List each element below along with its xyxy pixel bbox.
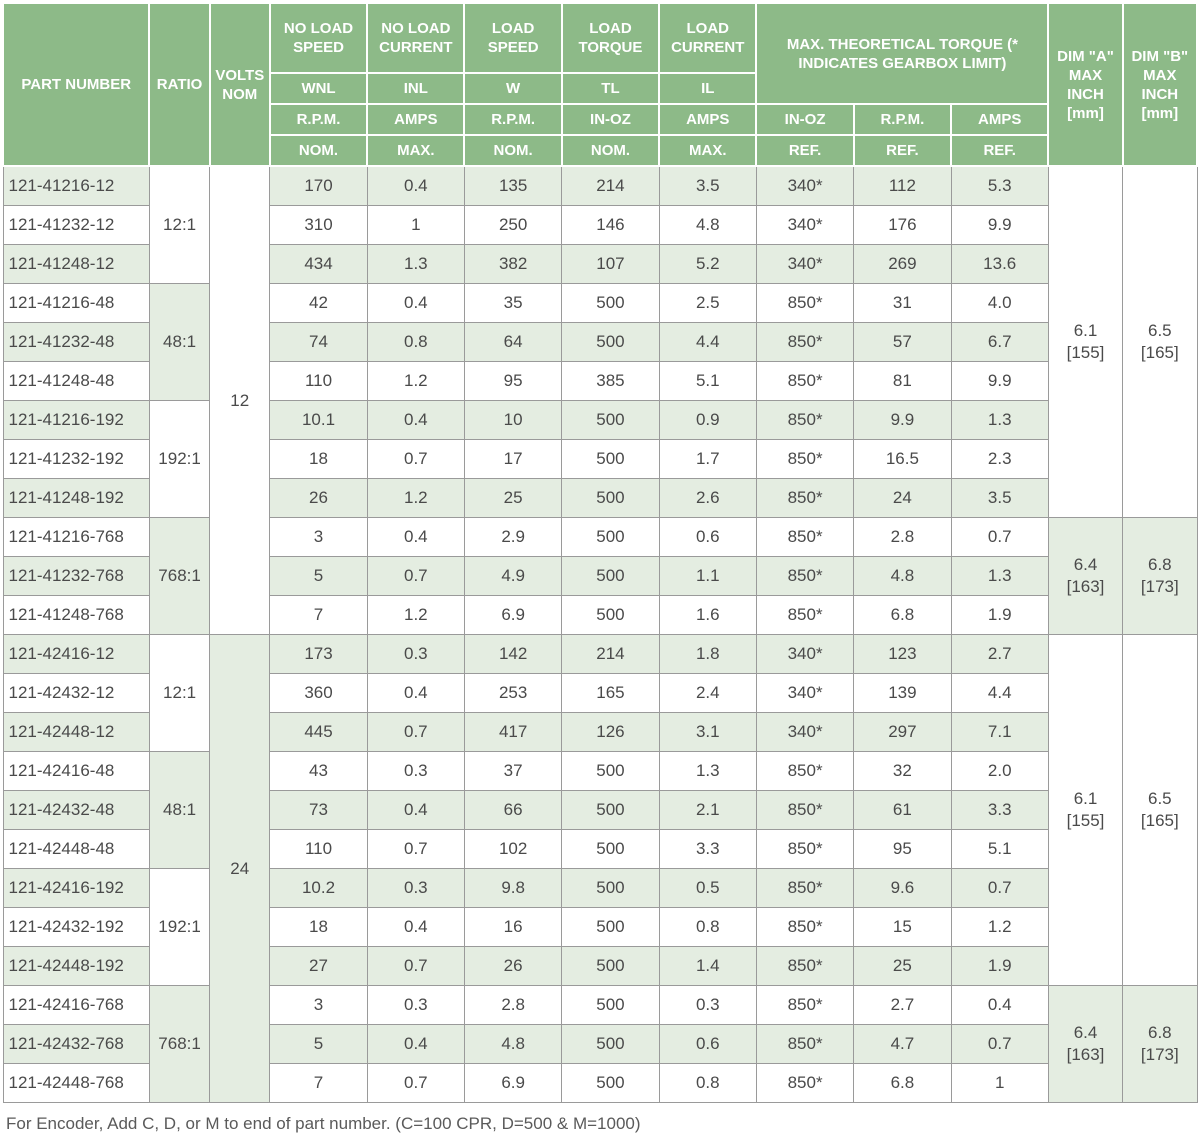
value-cell: 2.4 (659, 674, 756, 713)
value-cell: 500 (562, 986, 659, 1025)
value-cell: 500 (562, 908, 659, 947)
part-number-cell: 121-41216-48 (3, 284, 149, 323)
part-number-cell: 121-42432-48 (3, 791, 149, 830)
value-cell: 3.5 (951, 479, 1048, 518)
value-cell: 4.8 (659, 206, 756, 245)
part-number-cell: 121-42432-192 (3, 908, 149, 947)
dim-b-cell (1123, 518, 1197, 635)
value-cell: 3.3 (659, 830, 756, 869)
dim-b-cell (1123, 166, 1197, 518)
header-kind: REF. (756, 135, 853, 166)
value-cell: 1.2 (367, 362, 464, 401)
value-cell: 2.5 (659, 284, 756, 323)
part-number-cell: 121-41248-12 (3, 245, 149, 284)
header-unit: AMPS (951, 104, 1048, 135)
value-cell: 0.4 (367, 791, 464, 830)
value-cell: 5.3 (951, 166, 1048, 206)
value-cell: 31 (854, 284, 951, 323)
value-cell: 0.3 (367, 752, 464, 791)
value-cell: 0.8 (659, 1064, 756, 1103)
value-cell: 0.5 (659, 869, 756, 908)
value-cell: 142 (464, 635, 561, 674)
value-cell: 0.3 (659, 986, 756, 1025)
part-number-cell: 121-42448-768 (3, 1064, 149, 1103)
value-cell: 10.1 (270, 401, 367, 440)
dim-a-mm: [163] (1066, 1045, 1105, 1064)
value-cell: 0.7 (367, 557, 464, 596)
value-cell: 850* (756, 323, 853, 362)
value-cell: 850* (756, 830, 853, 869)
value-cell: 340* (756, 635, 853, 674)
dim-a-cell (1048, 518, 1122, 635)
value-cell: 5 (270, 1025, 367, 1064)
value-cell: 2.8 (464, 986, 561, 1025)
volts-cell: 24 (210, 635, 270, 1103)
value-cell: 43 (270, 752, 367, 791)
header-kind: REF. (854, 135, 951, 166)
value-cell: 250 (464, 206, 561, 245)
value-cell: 2.6 (659, 479, 756, 518)
value-cell: 16 (464, 908, 561, 947)
value-cell: 9.9 (854, 401, 951, 440)
value-cell: 1.7 (659, 440, 756, 479)
value-cell: 0.4 (367, 518, 464, 557)
value-cell: 269 (854, 245, 951, 284)
value-cell: 0.4 (367, 908, 464, 947)
part-number-cell: 121-42432-768 (3, 1025, 149, 1064)
header-unit: R.P.M. (854, 104, 951, 135)
value-cell: 297 (854, 713, 951, 752)
value-cell: 64 (464, 323, 561, 362)
value-cell: 0.7 (367, 440, 464, 479)
value-cell: 0.7 (951, 869, 1048, 908)
footnote: For Encoder, Add C, D, or M to end of part number. (C=100 CPR, D=500 & M=1000) (6, 1114, 641, 1133)
value-cell: 110 (270, 362, 367, 401)
value-cell: 850* (756, 440, 853, 479)
dim-b-mm: [165] (1140, 343, 1179, 362)
header-load-torque: LOAD TORQUE (562, 3, 659, 73)
value-cell: 500 (562, 518, 659, 557)
value-cell: 0.4 (951, 986, 1048, 1025)
value-cell: 340* (756, 245, 853, 284)
value-cell: 1.3 (951, 401, 1048, 440)
dim-a-inch: 6.1 (1073, 789, 1098, 808)
value-cell: 850* (756, 908, 853, 947)
value-cell: 850* (756, 596, 853, 635)
table-row (3, 635, 1197, 674)
header-unit: AMPS (659, 104, 756, 135)
value-cell: 25 (464, 479, 561, 518)
value-cell: 2.8 (854, 518, 951, 557)
value-cell: 0.9 (659, 401, 756, 440)
dim-a-cell (1048, 635, 1122, 986)
ratio-cell: 48:1 (149, 752, 209, 869)
value-cell: 850* (756, 947, 853, 986)
header-kind: MAX. (367, 135, 464, 166)
value-cell: 417 (464, 713, 561, 752)
value-cell: 850* (756, 479, 853, 518)
table-row (3, 986, 1197, 1025)
value-cell: 500 (562, 479, 659, 518)
value-cell: 9.9 (951, 362, 1048, 401)
header-kind: NOM. (270, 135, 367, 166)
value-cell: 2.7 (951, 635, 1048, 674)
value-cell: 165 (562, 674, 659, 713)
value-cell: 0.7 (367, 947, 464, 986)
ratio-cell: 48:1 (149, 284, 209, 401)
dim-a-cell (1048, 166, 1122, 518)
value-cell: 0.7 (951, 1025, 1048, 1064)
part-number-cell: 121-41248-48 (3, 362, 149, 401)
value-cell: 253 (464, 674, 561, 713)
spec-table-body (3, 166, 1197, 1103)
value-cell: 2.7 (854, 986, 951, 1025)
value-cell: 0.3 (367, 986, 464, 1025)
value-cell: 7 (270, 596, 367, 635)
value-cell: 35 (464, 284, 561, 323)
header-kind: NOM. (464, 135, 561, 166)
value-cell: 850* (756, 752, 853, 791)
value-cell: 4.0 (951, 284, 1048, 323)
value-cell: 340* (756, 674, 853, 713)
value-cell: 26 (270, 479, 367, 518)
value-cell: 1.4 (659, 947, 756, 986)
value-cell: 170 (270, 166, 367, 206)
value-cell: 385 (562, 362, 659, 401)
value-cell: 850* (756, 401, 853, 440)
value-cell: 214 (562, 635, 659, 674)
header-kind: MAX. (659, 135, 756, 166)
value-cell: 6.9 (464, 1064, 561, 1103)
value-cell: 0.4 (367, 284, 464, 323)
value-cell: 850* (756, 1064, 853, 1103)
motor-spec-table (2, 2, 1198, 1103)
value-cell: 42 (270, 284, 367, 323)
value-cell: 3 (270, 986, 367, 1025)
header-max-theoretical-torque: MAX. THEORETICAL TORQUE (* INDICATES GEARBOX LIMIT) (756, 3, 1048, 104)
value-cell: 1.3 (951, 557, 1048, 596)
header-kind: NOM. (562, 135, 659, 166)
part-number-cell: 121-42416-48 (3, 752, 149, 791)
value-cell: 850* (756, 1025, 853, 1064)
value-cell: 434 (270, 245, 367, 284)
dim-b-mm: [173] (1140, 577, 1179, 596)
value-cell: 310 (270, 206, 367, 245)
value-cell: 4.8 (854, 557, 951, 596)
value-cell: 4.4 (659, 323, 756, 362)
part-number-cell: 121-41232-768 (3, 557, 149, 596)
value-cell: 1.9 (951, 596, 1048, 635)
value-cell: 2.3 (951, 440, 1048, 479)
value-cell: 102 (464, 830, 561, 869)
value-cell: 0.3 (367, 635, 464, 674)
header-load-speed: LOAD SPEED (464, 3, 561, 73)
value-cell: 1.9 (951, 947, 1048, 986)
value-cell: 173 (270, 635, 367, 674)
value-cell: 176 (854, 206, 951, 245)
part-number-cell: 121-42416-768 (3, 986, 149, 1025)
value-cell: 9.6 (854, 869, 951, 908)
ratio-cell: 192:1 (149, 869, 209, 986)
value-cell: 445 (270, 713, 367, 752)
value-cell: 0.7 (367, 830, 464, 869)
header-kind: REF. (951, 135, 1048, 166)
value-cell: 1.1 (659, 557, 756, 596)
part-number-cell: 121-41216-768 (3, 518, 149, 557)
value-cell: 61 (854, 791, 951, 830)
value-cell: 360 (270, 674, 367, 713)
header-symbol: INL (367, 73, 464, 104)
dim-b-inch: 6.8 (1147, 1023, 1172, 1042)
header-unit: IN-OZ (756, 104, 853, 135)
table-row (3, 166, 1197, 206)
header-no-load-speed: NO LOAD SPEED (270, 3, 367, 73)
value-cell: 5.1 (951, 830, 1048, 869)
value-cell: 135 (464, 166, 561, 206)
ratio-cell: 768:1 (149, 986, 209, 1103)
value-cell: 6.8 (854, 596, 951, 635)
value-cell: 57 (854, 323, 951, 362)
header-ratio: RATIO (149, 3, 209, 166)
value-cell: 139 (854, 674, 951, 713)
value-cell: 850* (756, 518, 853, 557)
dim-b-inch: 6.5 (1147, 789, 1172, 808)
value-cell: 0.7 (951, 518, 1048, 557)
volts-cell: 12 (210, 166, 270, 635)
value-cell: 340* (756, 713, 853, 752)
part-number-cell: 121-42448-192 (3, 947, 149, 986)
value-cell: 66 (464, 791, 561, 830)
value-cell: 146 (562, 206, 659, 245)
header-dim-a: DIM "A" MAX INCH [mm] (1048, 3, 1122, 166)
table-row (3, 869, 1197, 908)
header-unit: R.P.M. (464, 104, 561, 135)
value-cell: 0.4 (367, 401, 464, 440)
header-no-load-current: NO LOAD CURRENT (367, 3, 464, 73)
dim-a-inch: 6.4 (1073, 555, 1098, 574)
value-cell: 0.7 (367, 1064, 464, 1103)
value-cell: 3 (270, 518, 367, 557)
value-cell: 10.2 (270, 869, 367, 908)
value-cell: 500 (562, 557, 659, 596)
value-cell: 17 (464, 440, 561, 479)
value-cell: 18 (270, 440, 367, 479)
value-cell: 3.3 (951, 791, 1048, 830)
part-number-cell: 121-41248-768 (3, 596, 149, 635)
value-cell: 0.6 (659, 518, 756, 557)
header-dim-b: DIM "B" MAX INCH [mm] (1123, 3, 1197, 166)
value-cell: 500 (562, 1064, 659, 1103)
header-symbol: TL (562, 73, 659, 104)
ratio-cell: 192:1 (149, 401, 209, 518)
ratio-cell: 768:1 (149, 518, 209, 635)
value-cell: 5.2 (659, 245, 756, 284)
value-cell: 1 (367, 206, 464, 245)
value-cell: 1 (951, 1064, 1048, 1103)
dim-a-mm: [155] (1066, 811, 1105, 830)
value-cell: 1.6 (659, 596, 756, 635)
table-row (3, 401, 1197, 440)
value-cell: 37 (464, 752, 561, 791)
part-number-cell: 121-42432-12 (3, 674, 149, 713)
part-number-cell: 121-41232-192 (3, 440, 149, 479)
value-cell: 0.7 (367, 713, 464, 752)
value-cell: 74 (270, 323, 367, 362)
value-cell: 81 (854, 362, 951, 401)
value-cell: 500 (562, 440, 659, 479)
value-cell: 18 (270, 908, 367, 947)
value-cell: 340* (756, 166, 853, 206)
header-symbol: W (464, 73, 561, 104)
value-cell: 500 (562, 791, 659, 830)
part-number-cell: 121-41232-12 (3, 206, 149, 245)
value-cell: 7 (270, 1064, 367, 1103)
value-cell: 500 (562, 596, 659, 635)
value-cell: 500 (562, 869, 659, 908)
value-cell: 850* (756, 791, 853, 830)
header-part-number: PART NUMBER (3, 3, 149, 166)
value-cell: 0.3 (367, 869, 464, 908)
dim-b-inch: 6.8 (1147, 555, 1172, 574)
value-cell: 2.0 (951, 752, 1048, 791)
dim-a-inch: 6.4 (1073, 1023, 1098, 1042)
value-cell: 7.1 (951, 713, 1048, 752)
value-cell: 1.2 (951, 908, 1048, 947)
value-cell: 9.8 (464, 869, 561, 908)
dim-a-mm: [163] (1066, 577, 1105, 596)
dim-a-mm: [155] (1066, 343, 1105, 362)
value-cell: 123 (854, 635, 951, 674)
value-cell: 1.8 (659, 635, 756, 674)
value-cell: 500 (562, 830, 659, 869)
header-unit: AMPS (367, 104, 464, 135)
value-cell: 0.8 (367, 323, 464, 362)
value-cell: 9.9 (951, 206, 1048, 245)
header-unit: R.P.M. (270, 104, 367, 135)
value-cell: 27 (270, 947, 367, 986)
part-number-cell: 121-42416-12 (3, 635, 149, 674)
value-cell: 4.7 (854, 1025, 951, 1064)
value-cell: 1.3 (659, 752, 756, 791)
header-symbol: IL (659, 73, 756, 104)
ratio-cell: 12:1 (149, 166, 209, 284)
value-cell: 4.9 (464, 557, 561, 596)
value-cell: 500 (562, 401, 659, 440)
table-row (3, 518, 1197, 557)
value-cell: 95 (464, 362, 561, 401)
header-volts-nom: VOLTS NOM (210, 3, 270, 166)
value-cell: 110 (270, 830, 367, 869)
header-unit: IN-OZ (562, 104, 659, 135)
value-cell: 340* (756, 206, 853, 245)
value-cell: 6.8 (854, 1064, 951, 1103)
ratio-cell: 12:1 (149, 635, 209, 752)
part-number-cell: 121-42416-192 (3, 869, 149, 908)
value-cell: 500 (562, 284, 659, 323)
value-cell: 500 (562, 947, 659, 986)
value-cell: 214 (562, 166, 659, 206)
value-cell: 3.5 (659, 166, 756, 206)
value-cell: 850* (756, 362, 853, 401)
value-cell: 0.4 (367, 1025, 464, 1064)
value-cell: 0.6 (659, 1025, 756, 1064)
value-cell: 3.1 (659, 713, 756, 752)
value-cell: 1.2 (367, 479, 464, 518)
value-cell: 0.4 (367, 674, 464, 713)
value-cell: 1.3 (367, 245, 464, 284)
value-cell: 126 (562, 713, 659, 752)
dim-b-inch: 6.5 (1147, 321, 1172, 340)
value-cell: 1.2 (367, 596, 464, 635)
value-cell: 0.4 (367, 166, 464, 206)
value-cell: 6.9 (464, 596, 561, 635)
value-cell: 500 (562, 752, 659, 791)
value-cell: 0.8 (659, 908, 756, 947)
value-cell: 24 (854, 479, 951, 518)
value-cell: 5 (270, 557, 367, 596)
value-cell: 850* (756, 869, 853, 908)
value-cell: 95 (854, 830, 951, 869)
value-cell: 500 (562, 1025, 659, 1064)
value-cell: 112 (854, 166, 951, 206)
value-cell: 850* (756, 284, 853, 323)
dim-b-cell (1123, 986, 1197, 1103)
dim-a-inch: 6.1 (1073, 321, 1098, 340)
table-row (3, 284, 1197, 323)
part-number-cell: 121-41216-12 (3, 166, 149, 206)
value-cell: 850* (756, 557, 853, 596)
value-cell: 16.5 (854, 440, 951, 479)
part-number-cell: 121-41232-48 (3, 323, 149, 362)
value-cell: 2.9 (464, 518, 561, 557)
dim-b-cell (1123, 635, 1197, 986)
dim-b-mm: [173] (1140, 1045, 1179, 1064)
value-cell: 382 (464, 245, 561, 284)
value-cell: 73 (270, 791, 367, 830)
value-cell: 25 (854, 947, 951, 986)
value-cell: 10 (464, 401, 561, 440)
value-cell: 26 (464, 947, 561, 986)
table-row (3, 752, 1197, 791)
value-cell: 4.4 (951, 674, 1048, 713)
header-load-current: LOAD CURRENT (659, 3, 756, 73)
part-number-cell: 121-41248-192 (3, 479, 149, 518)
value-cell: 4.8 (464, 1025, 561, 1064)
part-number-cell: 121-42448-12 (3, 713, 149, 752)
value-cell: 6.7 (951, 323, 1048, 362)
part-number-cell: 121-41216-192 (3, 401, 149, 440)
value-cell: 2.1 (659, 791, 756, 830)
value-cell: 850* (756, 986, 853, 1025)
header-symbol: WNL (270, 73, 367, 104)
value-cell: 15 (854, 908, 951, 947)
dim-b-mm: [165] (1140, 811, 1179, 830)
value-cell: 500 (562, 323, 659, 362)
value-cell: 107 (562, 245, 659, 284)
value-cell: 32 (854, 752, 951, 791)
dim-a-cell (1048, 986, 1122, 1103)
part-number-cell: 121-42448-48 (3, 830, 149, 869)
value-cell: 5.1 (659, 362, 756, 401)
value-cell: 13.6 (951, 245, 1048, 284)
